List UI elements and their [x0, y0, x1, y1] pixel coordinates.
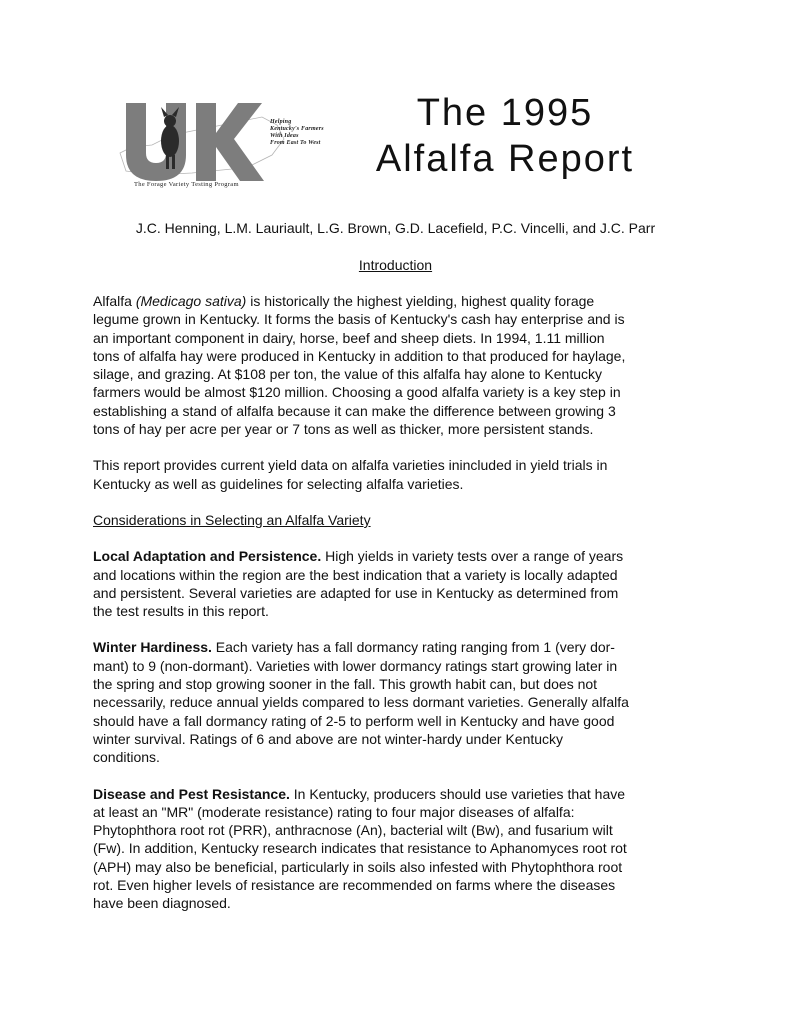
- title-line-2: Alfalfa Report: [375, 138, 635, 180]
- paragraph-line: (Fw). In addition, Kentucky research indicates that resistance to Aphanomyces root rot: [93, 840, 627, 857]
- paragraph-line: and persistent. Several varieties are adapted for use in Kentucky as determined from: [93, 584, 619, 601]
- report-body: [93, 292, 705, 931]
- paragraph-lead: Disease and Pest Resistance.: [93, 785, 290, 802]
- paragraph-line: an important component in dairy, horse, beef and sheep diets. In 1994, 1.11 million: [93, 329, 605, 346]
- logo-tagline-line: With Ideas: [270, 133, 299, 139]
- logo-tagline-line: From East To West: [270, 140, 321, 146]
- paragraph-line: [93, 638, 705, 656]
- authors-line: J.C. Henning, L.M. Lauriault, L.G. Brown, G.D. Lacefield, P.C. Vincelli, and J.C. Parr: [135, 220, 656, 236]
- report-title: [340, 90, 670, 182]
- paragraph-line: silage, and grazing. At $108 per ton, the value of this alfalfa hay alone to Kentucky: [93, 366, 603, 383]
- uk-logo-graphic: [112, 95, 292, 195]
- paragraph-lead: Local Adaptation and Persistence.: [93, 548, 322, 565]
- paragraph-line: tons of hay per acre per year or 7 tons as well as thicker, more persistent stands.: [93, 421, 594, 438]
- paragraph-line: conditions.: [93, 749, 160, 766]
- paragraph-line: the test results in this report.: [93, 603, 269, 620]
- intro-paragraph: [93, 292, 705, 438]
- paragraph-line: legume grown in Kentucky. It forms the basis of Kentucky's cash hay enterprise and is: [93, 311, 625, 328]
- paragraph-line: farmers would be almost $120 million. Choosing a good alfalfa variety is a key step in: [93, 384, 621, 401]
- paragraph-line: Phytophthora root rot (PRR), anthracnose (An), bacterial wilt (Bw), and fusarium wilt: [93, 822, 613, 839]
- paragraph-line: (APH) may also be beneficial, particularly in soils also infested with Phytophthora root: [93, 858, 623, 875]
- logo-tagline-line: Kentucky's Farmers: [270, 126, 324, 132]
- paragraph-line: establishing a stand of alfalfa because it can make the difference between growing 3: [93, 402, 616, 419]
- paragraph-line: should have a fall dormancy rating of 2-5 to perform well in Kentucky and have good: [93, 712, 615, 729]
- disease-resistance-paragraph: [93, 785, 705, 913]
- paragraph-line: the spring and stop growing sooner in the fall. This growth habit can, but does not: [93, 676, 598, 693]
- paragraph-line: tons of alfalfa hay were produced in Kentucky in addition to that produced for haylage,: [93, 347, 626, 364]
- paragraph-line: Kentucky as well as guidelines for selecting alfalfa varieties.: [93, 475, 464, 492]
- introduction-heading: Introduction: [358, 257, 433, 273]
- uk-logo: [112, 95, 324, 195]
- paragraph-line: [93, 292, 705, 310]
- paragraph-line: [93, 785, 705, 803]
- paragraph-line: rot. Even higher levels of resistance are recommended on farms where the diseases: [93, 877, 616, 894]
- title-line-1: The 1995: [416, 92, 594, 134]
- local-adaptation-paragraph: [93, 547, 705, 620]
- report-scope-paragraph: [93, 456, 705, 493]
- text-span: In Kentucky, producers should use varieties that have: [289, 785, 626, 802]
- winter-hardiness-paragraph: [93, 638, 705, 766]
- paragraph-line: necessarily, reduce annual yields compared to less dormant varieties. Generally alfalfa: [93, 694, 629, 711]
- text-span: Each variety has a fall dormancy rating ranging from 1 (very dor-: [211, 639, 615, 656]
- paragraph-line: mant) to 9 (non-dormant). Varieties with lower dormancy ratings start growing later in: [93, 657, 618, 674]
- paragraph-line: winter survival. Ratings of 6 and above are not winter-hardy under Kentucky: [93, 730, 564, 747]
- logo-footer-text: The Forage Variety Testing Program: [134, 181, 239, 188]
- paragraph-lead: Winter Hardiness.: [93, 639, 212, 656]
- text-span: High yields in variety tests over a range of years: [321, 548, 624, 565]
- considerations-heading: Considerations in Selecting an Alfalfa Variety: [93, 511, 371, 528]
- paragraph-line: This report provides current yield data on alfalfa varieties inincluded in yield trials in: [93, 457, 608, 474]
- scientific-name: (Medicago sativa): [135, 293, 247, 309]
- text-span: is historically the highest yielding, highest quality forage: [246, 293, 595, 309]
- paragraph-line: at least an "MR" (moderate resistance) rating to four major diseases of alfalfa:: [93, 803, 575, 820]
- paragraph-line: and locations within the region are the best indication that a variety is locally adapted: [93, 566, 618, 583]
- text-span: Alfalfa: [93, 293, 136, 309]
- paragraph-line: have been diagnosed.: [93, 895, 231, 912]
- paragraph-line: [93, 547, 705, 565]
- logo-tagline-line: Helping: [270, 119, 292, 125]
